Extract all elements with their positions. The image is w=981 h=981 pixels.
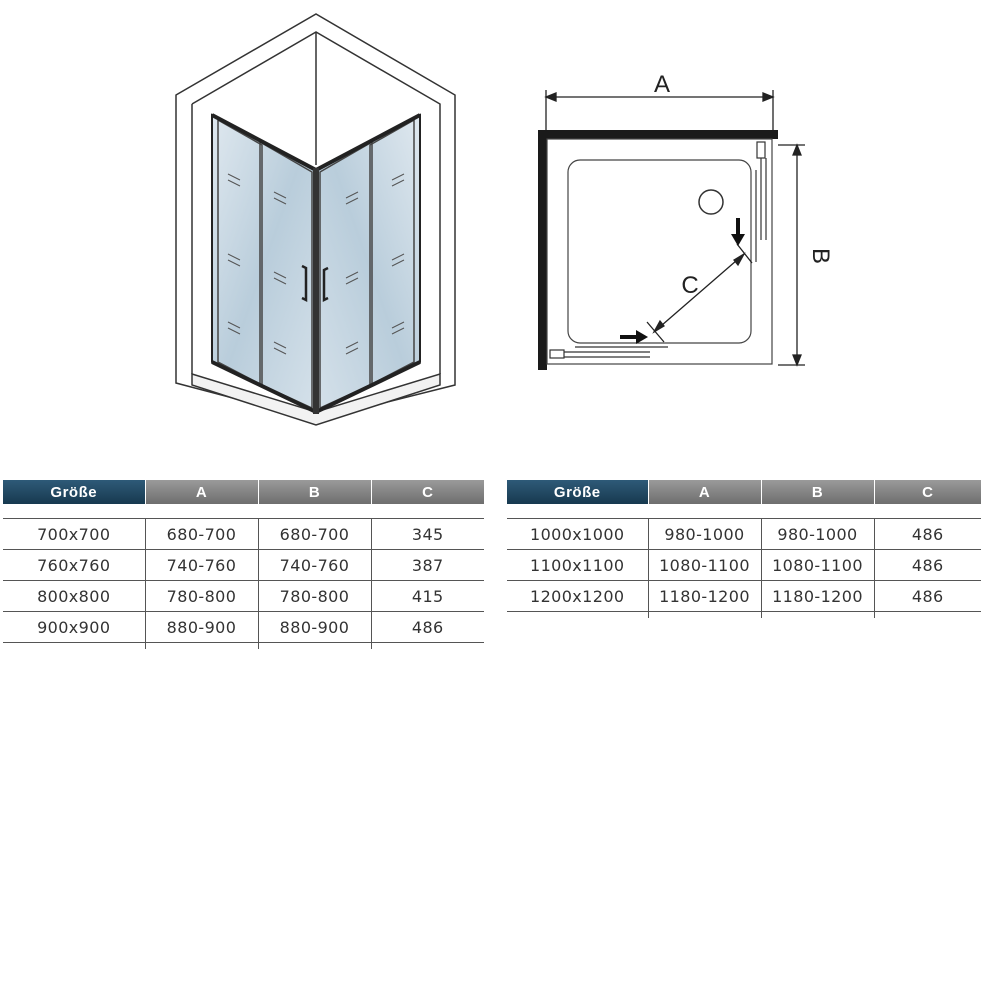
table-header-row	[507, 480, 981, 504]
cell-a: 980-1000	[648, 519, 761, 550]
header-b: B	[761, 480, 874, 504]
dimension-b-line	[778, 145, 805, 365]
cell-size: 760x760	[3, 550, 145, 581]
cell-c: 387	[371, 550, 484, 581]
table-row	[507, 519, 981, 550]
cell-a: 780-800	[145, 581, 258, 612]
cell-a: 880-900	[145, 612, 258, 643]
cell-c: 486	[874, 519, 981, 550]
table-row	[3, 519, 484, 550]
left-wall	[538, 130, 547, 370]
cell-c: 415	[371, 581, 484, 612]
header-c: C	[371, 480, 484, 504]
size-table-left	[3, 480, 484, 649]
drain	[699, 190, 723, 214]
tray-basin	[568, 160, 751, 343]
cell-c: 486	[874, 581, 981, 612]
cell-b: 680-700	[258, 519, 371, 550]
corner-post	[313, 168, 319, 414]
size-table-right	[507, 480, 981, 618]
shower-enclosure-illustration	[160, 10, 470, 440]
cell-size: 1100x1100	[507, 550, 648, 581]
header-c: C	[874, 480, 981, 504]
table-row	[507, 581, 981, 612]
plan-view-diagram	[520, 60, 840, 380]
table-row	[3, 581, 484, 612]
cell-size: 700x700	[3, 519, 145, 550]
cell-a: 1080-1100	[648, 550, 761, 581]
header-a: A	[648, 480, 761, 504]
cell-c: 486	[874, 550, 981, 581]
cell-a: 680-700	[145, 519, 258, 550]
cell-b: 740-760	[258, 550, 371, 581]
cell-b: 1180-1200	[761, 581, 874, 612]
cell-size: 1000x1000	[507, 519, 648, 550]
cell-b: 780-800	[258, 581, 371, 612]
left-glass-panels	[212, 115, 316, 412]
table-row	[3, 550, 484, 581]
cell-c: 486	[371, 612, 484, 643]
cell-size: 1200x1200	[507, 581, 648, 612]
header-size: Größe	[3, 480, 145, 504]
table-row	[507, 550, 981, 581]
cell-size: 800x800	[3, 581, 145, 612]
cell-a: 740-760	[145, 550, 258, 581]
header-a: A	[145, 480, 258, 504]
right-glass-panels	[316, 115, 420, 412]
cell-a: 1180-1200	[648, 581, 761, 612]
dimension-b-label: B	[807, 247, 834, 265]
dimension-a-label: A	[653, 71, 671, 98]
table-header-row	[3, 480, 484, 504]
cell-b: 1080-1100	[761, 550, 874, 581]
cell-b: 980-1000	[761, 519, 874, 550]
dimension-c-label: C	[681, 272, 699, 299]
top-wall	[538, 130, 778, 139]
cell-b: 880-900	[258, 612, 371, 643]
table-row	[3, 612, 484, 643]
header-b: B	[258, 480, 371, 504]
cell-c: 345	[371, 519, 484, 550]
header-size: Größe	[507, 480, 648, 504]
cell-size: 900x900	[3, 612, 145, 643]
